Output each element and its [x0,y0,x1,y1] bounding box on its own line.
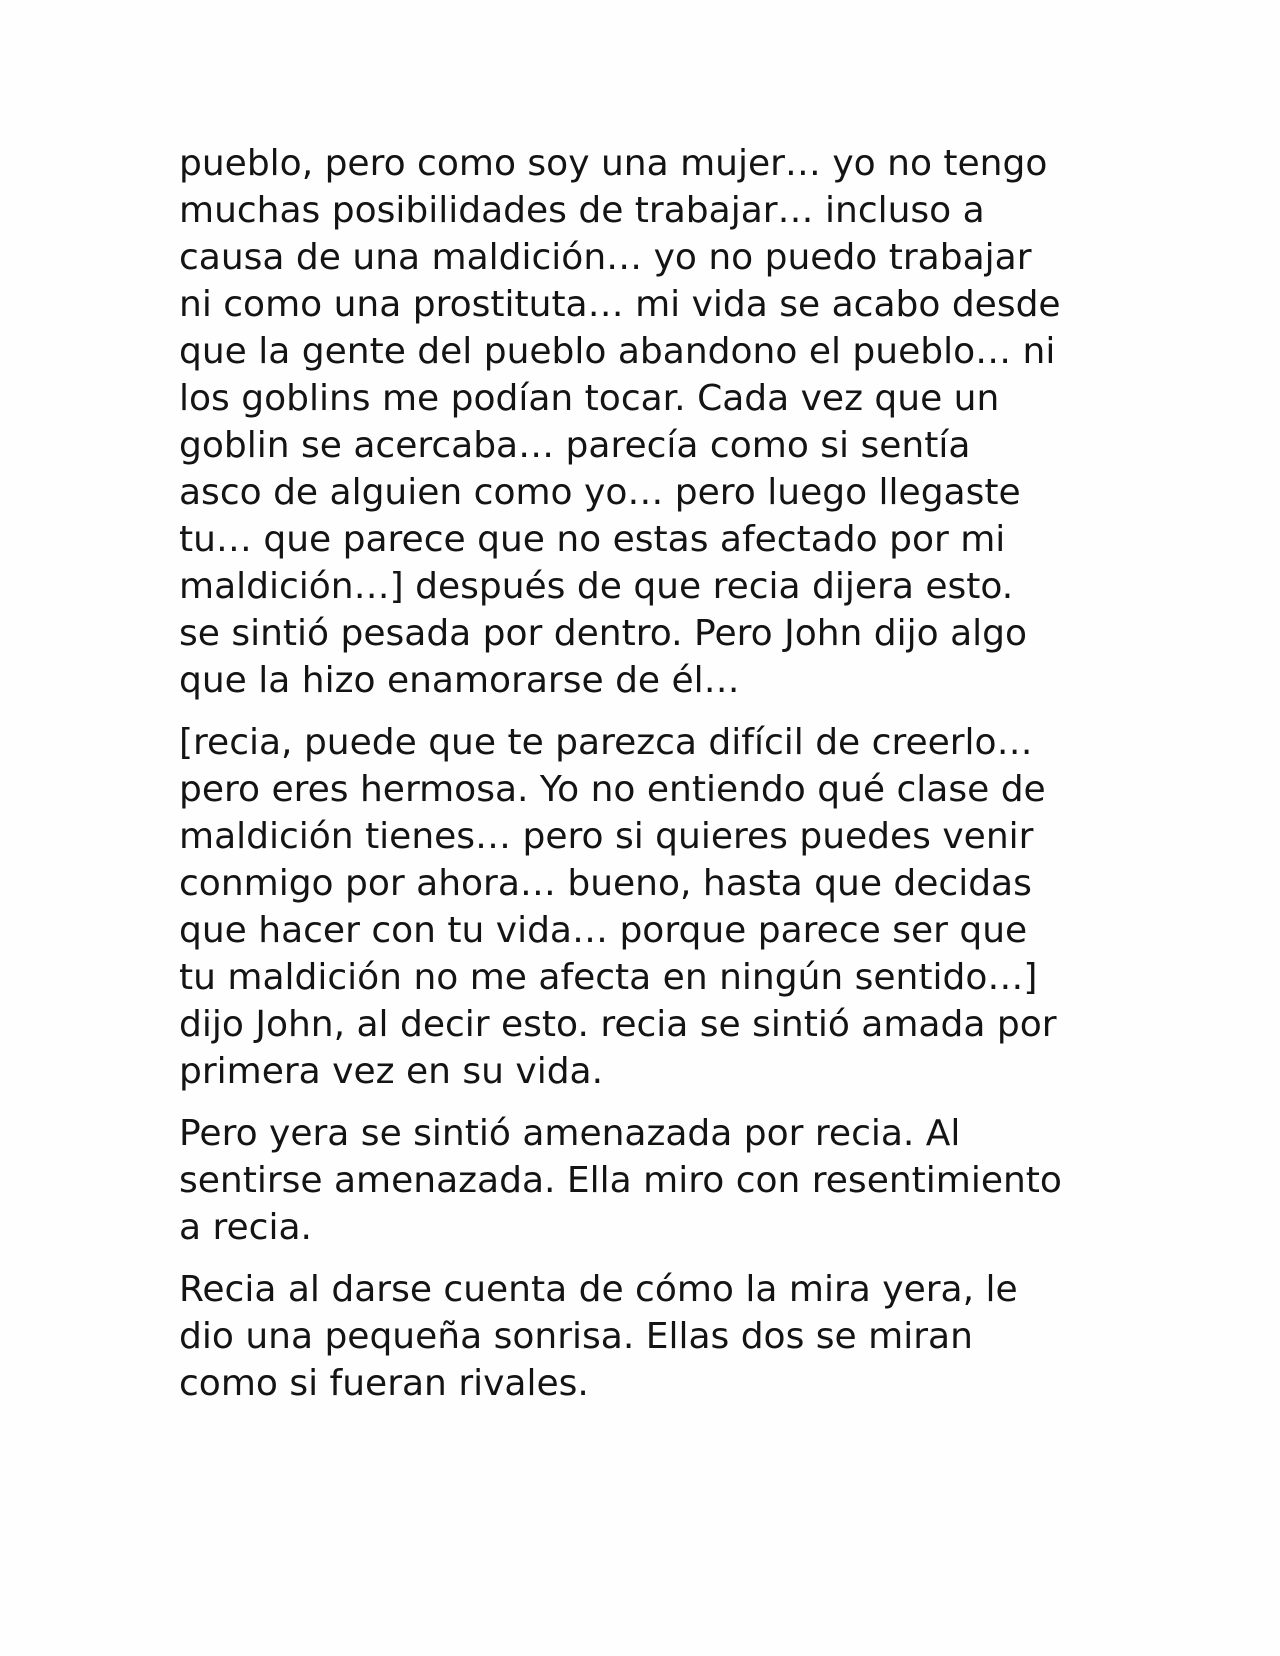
paragraph-1: pueblo, pero como soy una mujer… yo no tengo muchas posibilidades de trabajar… incluso a causa de una maldición… yo no puedo trabajar ni como una prostituta… mi vida se acabo desde que la gente del pueblo abandono el pueblo… ni los goblins me podían tocar. Cada vez que un goblin se acercaba… parecía como si sentía asco de alguien como yo… pero luego llegaste tu… que parece que no estas afectado por mi maldición…] después de que recia dijera esto. se sintió pesada por dentro. Pero John dijo algo que la hizo enamorarse de él… [179,143,1061,701]
paragraph-3: Pero yera se sintió amenazada por recia. Al sentirse amenazada. Ella miro con resentimiento a recia. [179,1113,1062,1248]
document-page [179,140,1119,1422]
paragraph-4: Recia al darse cuenta de cómo la mira yera, le dio una pequeña sonrisa. Ellas dos se miran como si fueran rivales. [179,1269,1018,1404]
paragraph-2: [recia, puede que te parezca difícil de creerlo… pero eres hermosa. Yo no entiendo qué clase de maldición tienes… pero si quieres puedes venir conmigo por ahora… bueno, hasta que decidas que hacer con tu vida… porque parece ser que tu maldición no me afecta en ningún sentido…] dijo John, al decir esto. recia se sintió amada por primera vez en su vida. [179,722,1057,1092]
